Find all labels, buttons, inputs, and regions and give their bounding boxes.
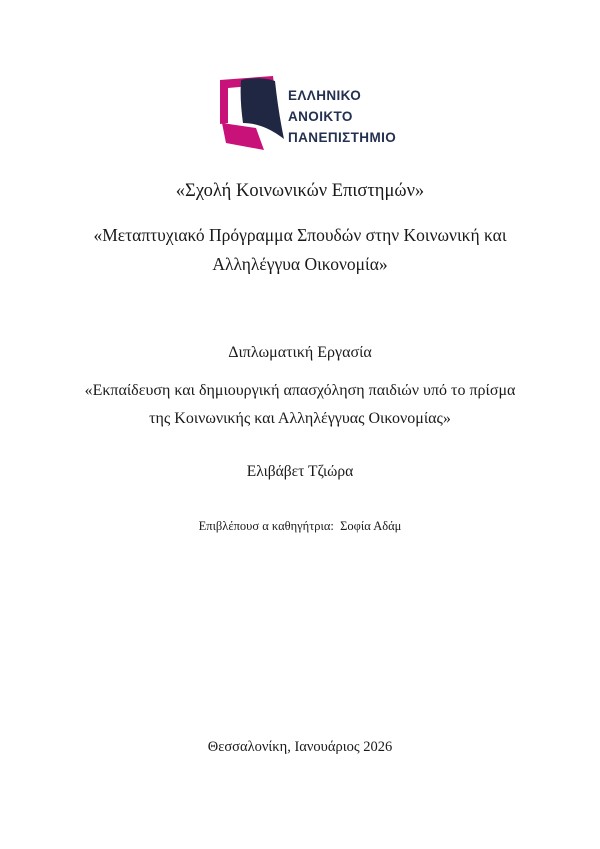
author-name: Ελιβάβετ Τζιώρα: [246, 463, 354, 480]
thesis-type-label: Διπλωματική Εργασία: [228, 344, 372, 361]
program-title: [0, 221, 600, 279]
program-title-line2: Αλληλέγγυα Οικονομία»: [212, 254, 388, 274]
thesis-title-line1: «Εκπαίδευση και δημιουργική απασχόληση παιδιών υπό το πρίσμα: [84, 382, 516, 399]
logo-wordmark-line: ΠΑΝΕΠΙΣΤΗΜΙΟ: [288, 130, 397, 145]
logo-bottom-wedge-shape: [222, 123, 264, 150]
supervisor-line: Επιβλέπουσ α καθηγήτρια: Σοφία Αδάμ: [198, 519, 402, 533]
university-logo-icon: [214, 76, 290, 154]
thesis-title: [0, 377, 600, 432]
university-logo-wordmark: [288, 85, 396, 148]
thesis-title-line2: της Κοινωνικής και Αλληλέγγυας Οικονομίας»: [149, 409, 451, 427]
school-title: «Σχολή Κοινωνικών Επιστημών»: [175, 181, 425, 201]
place-date: Θεσσαλονίκη, Ιανουάριος 2026: [207, 739, 393, 755]
logo-wordmark-line: ΑΝΟΙΚΤΟ: [288, 109, 353, 124]
logo-wordmark-line: ΕΛΛΗΝΙΚΟ: [288, 88, 362, 103]
program-title-line1: «Μεταπτυχιακό Πρόγραμμα Σπουδών στην Κοινωνική και: [93, 225, 507, 245]
